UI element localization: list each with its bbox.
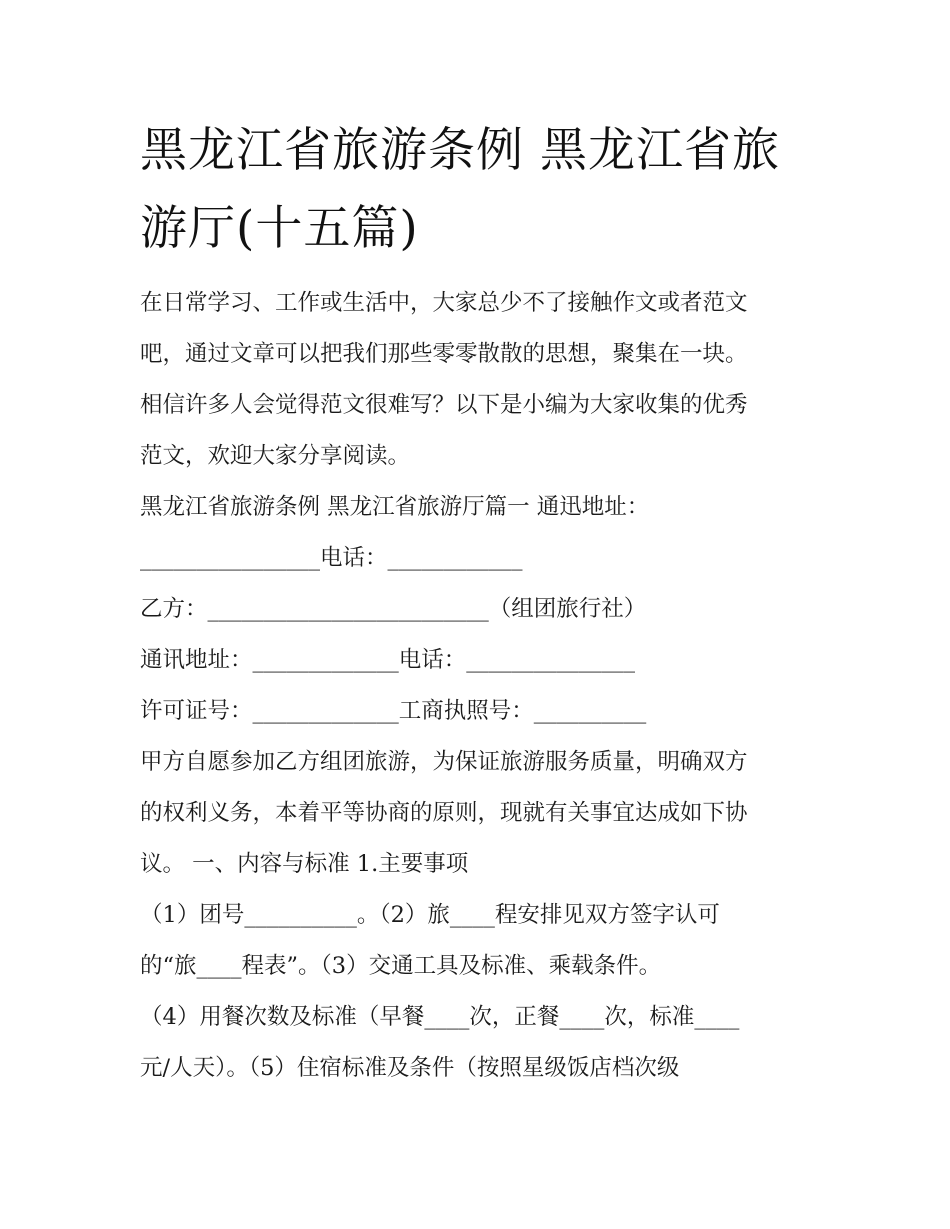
paragraph-line: 范文，欢迎大家分享阅读。 <box>140 443 411 469</box>
paragraph-line: 元/人天）。（5）住宿标准及条件（按照星级饭店档次级 <box>140 1055 680 1081</box>
title-line-1: 黑龙江省旅游条例 黑龙江省旅 <box>140 123 780 178</box>
paragraph-line: 吧，通过文章可以把我们那些零零散散的思想，聚集在一块。 <box>140 341 748 367</box>
document-title <box>140 112 830 268</box>
title-line-2: 游厅(十五篇) <box>140 201 419 256</box>
paragraph-line: 议。 一、内容与标准 1.主要事项 <box>140 851 469 877</box>
form-line-address: 通讯地址：_____________电话：_______________ <box>140 647 636 673</box>
document-body <box>140 278 830 1094</box>
paragraph-line: 的权利义务，本着平等协商的原则，现就有关事宜达成如下协 <box>140 800 748 826</box>
paragraph-line: 的“旅____程表”。（3）交通工具及标准、乘载条件。 <box>140 953 662 979</box>
paragraph-line: （4）用餐次数及标准（早餐____次，正餐____次，标准____ <box>140 1004 740 1030</box>
section-heading-line: 黑龙江省旅游条例 黑龙江省旅游厅篇一 通迅地址： <box>140 494 650 520</box>
paragraph-line: 相信许多人会觉得范文很难写？以下是小编为大家收集的优秀 <box>140 392 748 418</box>
form-line-party-b: 乙方：_________________________（组团旅行社） <box>140 596 647 622</box>
form-line-license: 许可证号：_____________工商执照号：__________ <box>140 698 647 724</box>
paragraph-line: 在日常学习、工作或生活中，大家总少不了接触作文或者范文 <box>140 290 748 316</box>
paragraph-line: 甲方自愿参加乙方组团旅游，为保证旅游服务质量，明确双方 <box>140 749 748 775</box>
form-line-phone: ________________电话：____________ <box>140 545 523 571</box>
paragraph-line: （1）团号__________。（2）旅____程安排见双方签字认可 <box>140 902 720 928</box>
